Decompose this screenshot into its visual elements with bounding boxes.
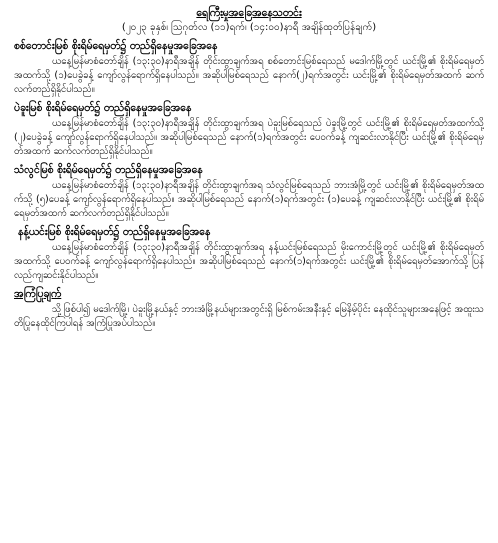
advice-body: သို့ဖြစ်ပါ၍ မဒေါက်မြို့၊ ပဲခူးမြို့နယ်နှင့် ဘားအံမြို့နယ်များအတွင်းရှိ မြစ်ကမ်းအနီးနှင့် မြေနိမ့်ပိုင်း နေထိုင်သူများအနေဖြင့် အထူးသတိပြုနေထိုင်ကြပါရန် အကြံပြုအပ်ပါသည်။ (14, 304, 484, 329)
section-body: ယနေ့မြန်မာစံတော်ချိန် (၁၃:၃၀)နာရီအချိန် တိုင်းထွာချက်အရ သံလွင်မြစ်ရေသည် ဘားအံမြို့တွင် ယင်းမြို့၏ စိုးရိမ်ရေမှတ်အထက်သို့ (၅)ပေခန့် ကျော်လွန်ရောက်ရှိနေပါသည်။ အဆိုပါမြစ်ရေသည် နောက်(၁)ရက်အတွင်း (၁)ပေခန့် ကျဆင်းလာနိုင်ပြီး ယင်းမြို့၏ စိုးရိမ်ရေမှတ်အထက် ဆက်လက်တည်ရှိနိုင်ပါသည်။ (14, 180, 484, 219)
section-heading: သံလွင်မြစ် စိုးရိမ်ရေမှတ်၌ တည်ရှိနေမှုအခြေအနေ (14, 164, 203, 176)
advice-heading: အကြံပြုချက် (14, 288, 62, 300)
section-sittaung-river (14, 39, 484, 97)
bulletin-issue-date: (၂၀၂၃ ခုနှစ်၊ ဩဂုတ်လ (၁၁)ရက်၊ (၁၄:၀၀)နာရီ အချိန်ထုတ်ပြန်ချက်) (121, 22, 377, 33)
section-heading: နန့်ယင်းမြစ် စိုးရိမ်ရေမှတ်၌ တည်ရှိနေမှုအခြေအနေ (18, 226, 211, 238)
section-thanlwin-river (14, 163, 484, 221)
section-bago-river (14, 101, 484, 159)
section-heading: စစ်တောင်းမြစ် စိုးရိမ်ရေမှတ်၌ တည်ရှိနေမှုအခြေအနေ (14, 40, 218, 52)
section-body: ယနေ့မြန်မာစံတော်ချိန် (၁၃:၃၀)နာရီအချိန် တိုင်းထွာချက်အရ စစ်တောင်းမြစ်ရေသည် မဒေါက်မြို့တွင် ယင်းမြို့၏ စိုးရိမ်ရေမှတ်အထက်သို့ (၁)ပေခွဲခန့် ကျော်လွန်ရောက်ရှိနေပါသည်။ အဆိုပါမြစ်ရေသည် နောက်(၂)ရက်အတွင်း ယင်းမြို့၏ စိုးရိမ်ရေမှတ်အထက် ဆက်လက်တည်ရှိနိုင်ပါသည်။ (14, 56, 484, 95)
section-body: ယနေ့မြန်မာစံတော်ချိန် (၁၃:၃၀)နာရီအချိန် တိုင်းထွာချက်အရ ပဲခူးမြစ်ရေသည် ပဲခူးမြို့တွင် ယင်းမြို့၏ စိုးရိမ်ရေမှတ်အထက်သို့ (၂)ပေခွဲခန့် ကျော်လွန်ရောက်ရှိနေပါသည်။ အဆိုပါမြစ်ရေသည် နောက်(၁)ရက်အတွင်း ပေဝက်ခန့် ကျဆင်းလာနိုင်ပြီး ယင်းမြို့၏ စိုးရိမ်ရေမှတ်အထက် ဆက်လက်တည်ရှိနိုင်ပါသည်။ (14, 118, 484, 157)
section-namyin-river (14, 225, 484, 283)
section-advice (14, 287, 484, 331)
bulletin-title: ရေကြီးမှုအခြေအနေသတင်း (196, 7, 302, 19)
section-body: ယနေ့မြန်မာစံတော်ချိန် (၁၃:၃၀)နာရီအချိန် တိုင်းထွာချက်အရ နန့်ယင်းမြစ်ရေသည် မိုးကောင်းမြို့တွင် ယင်းမြို့၏ စိုးရိမ်ရေမှတ်အထက်သို့ ပေဝက်ခန့် ကျော်လွန်ရောက်ရှိနေပါသည်။ အဆိုပါမြစ်ရေသည် နောက်(၁)ရက်အတွင်း ယင်းမြို့၏ စိုးရိမ်ရေမှတ်အောက်သို့ ပြန်လည်ကျဆင်းနိုင်ပါသည်။ (14, 242, 484, 281)
section-heading: ပဲခူးမြစ် စိုးရိမ်ရေမှတ်၌ တည်ရှိနေမှုအခြေအနေ (14, 102, 192, 114)
